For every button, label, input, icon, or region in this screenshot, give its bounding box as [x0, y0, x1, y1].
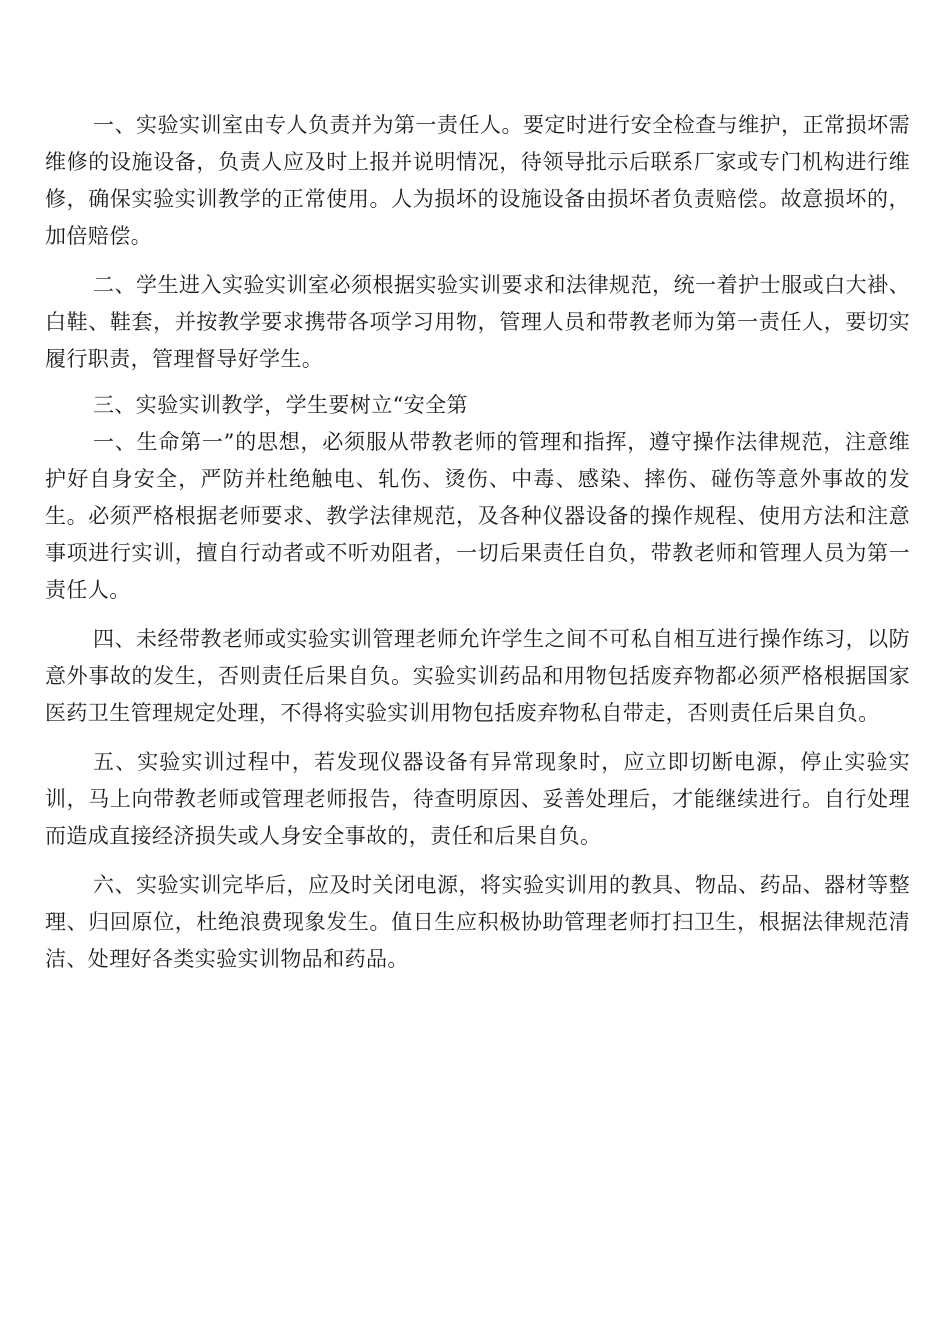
document-body	[45, 107, 910, 978]
paragraph-1: 一、实验实训室由专人负责并为第一责任人。要定时进行安全检查与维护，正常损坏需维修的设施设备，负责人应及时上报并说明情况，待领导批示后联系厂家或专门机构进行维修，确保实验实训教学的正常使用。人为损坏的设施设备由损坏者负责赔偿。故意损坏的，加倍赔偿。	[45, 113, 910, 248]
paragraph-6: 五、实验实训过程中，若发现仪器设备有异常现象时，应立即切断电源，停止实验实训，马上向带教老师或管理老师报告，待查明原因、妥善处理后，才能继续进行。自行处理而造成直接经济损失或人身安全事故的，责任和后果自负。	[45, 750, 910, 848]
paragraph-2: 二、学生进入实验实训室必须根据实验实训要求和法律规范，统一着护士服或白大褂、白鞋、鞋套，并按教学要求携带各项学习用物，管理人员和带教老师为第一责任人，要切实履行职责，管理督导好学生。	[45, 273, 910, 371]
paragraph-5: 四、未经带教老师或实验实训管理老师允许学生之间不可私自相互进行操作练习，以防意外事故的发生，否则责任后果自负。实验实训药品和用物包括废弃物都必须严格根据国家医药卫生管理规定处理，不得将实验实训用物包括废弃物私自带走，否则责任后果自负。	[45, 627, 910, 725]
paragraph-4: 一、生命第一”的思想，必须服从带教老师的管理和指挥，遵守操作法律规范，注意维护好自身安全，严防并杜绝触电、轧伤、烫伤、中毒、感染、摔伤、碰伤等意外事故的发生。必须严格根据老师要求、教学法律规范，及各种仪器设备的操作规程、使用方法和注意事项进行实训，擅自行动者或不听劝阻者，一切后果责任自负，带教老师和管理人员为第一责任人。	[45, 430, 910, 602]
paragraph-7: 六、实验实训完毕后，应及时关闭电源，将实验实训用的教具、物品、药品、器材等整理、归回原位，杜绝浪费现象发生。值日生应积极协助管理老师打扫卫生，根据法律规范清洁、处理好各类实验实训物品和药品。	[45, 873, 910, 971]
paragraph-3: 三、实验实训教学，学生要树立“安全第	[93, 393, 468, 417]
